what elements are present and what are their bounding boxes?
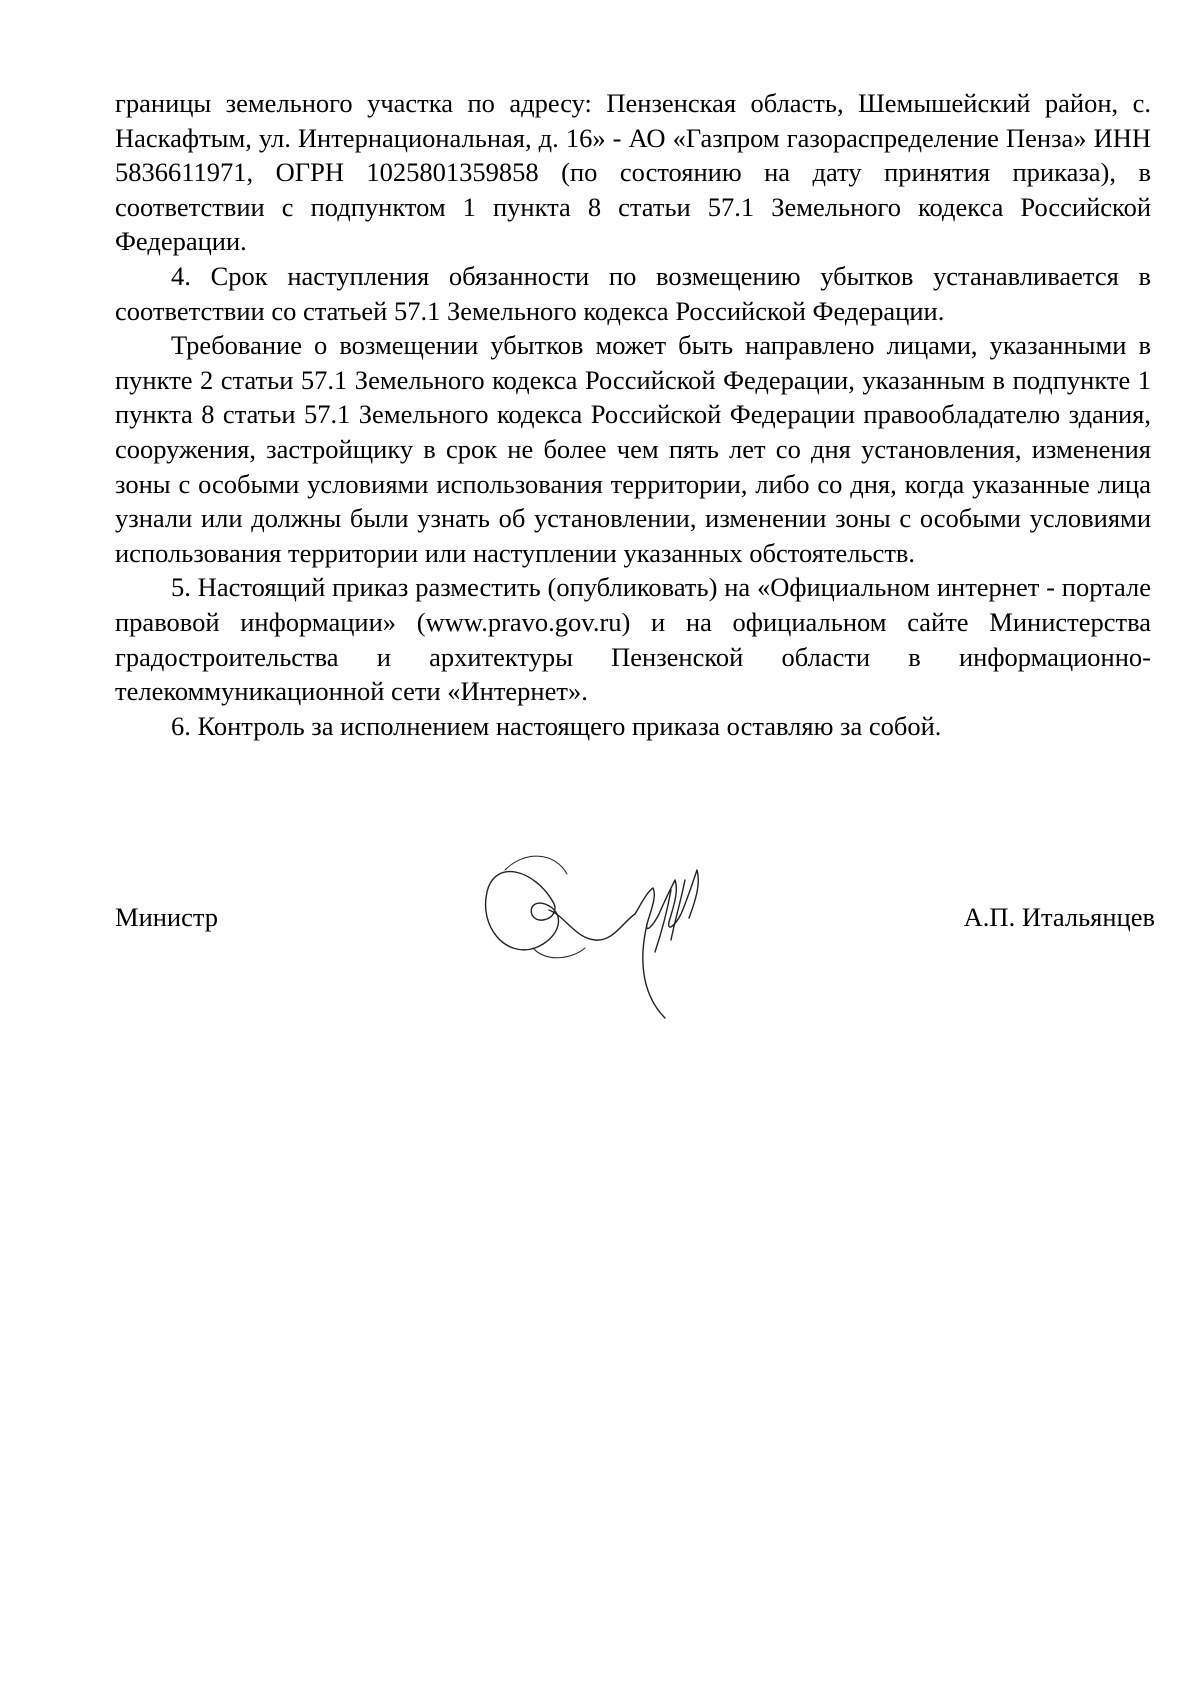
- handwritten-signature: [475, 830, 735, 1020]
- document-body: [115, 86, 1151, 743]
- signatory-title: Министр: [115, 902, 219, 932]
- paragraph-continuation: границы земельного участка по адресу: Пензенская область, Шемышейский район, с. Наскафтым, ул. Интернациональная, д. 16» - АО «Газпром газораспределение Пенза» ИНН 5836611971, ОГРН 1025801359858 (по состоянию на дату принятия приказа), в соответствии с подпунктом 1 пункта 8 статьи 57.1 Земельного кодекса Российской Федерации.: [115, 88, 1151, 257]
- paragraph-item-4: 4. Срок наступления обязанности по возмещению убытков устанавливается в соответствии со статьей 57.1 Земельного кодекса Российской Федерации.: [115, 260, 1151, 326]
- paragraph-item-5: 5. Настоящий приказ разместить (опубликовать) на «Официальном интернет - портале правовой информации» (www.pravo.gov.ru) и на официальном сайте Министерства градостроительства и архитектуры Пензенской области в информационно-телекоммуникационной сети «Интернет».: [115, 572, 1151, 707]
- signatory-name: А.П. Итальянцев: [963, 902, 1155, 932]
- paragraph-item-6: 6. Контроль за исполнением настоящего приказа оставляю за собой.: [171, 710, 942, 741]
- paragraph-damages-claim: Требование о возмещении убытков может быть направлено лицами, указанными в пункте 2 статьи 57.1 Земельного кодекса Российской Федерации, указанным в подпункте 1 пункта 8 статьи 57.1 Земельного кодекса Российской Федерации правообладателю здания, сооружения, застройщику в срок не более чем пять лет со дня установления, изменения зоны с особыми условиями использования территории, либо со дня, когда указанные лица узнали или должны были узнать об установлении, изменении зоны с особыми условиями использования территории или наступлении указанных обстоятельств.: [115, 330, 1151, 568]
